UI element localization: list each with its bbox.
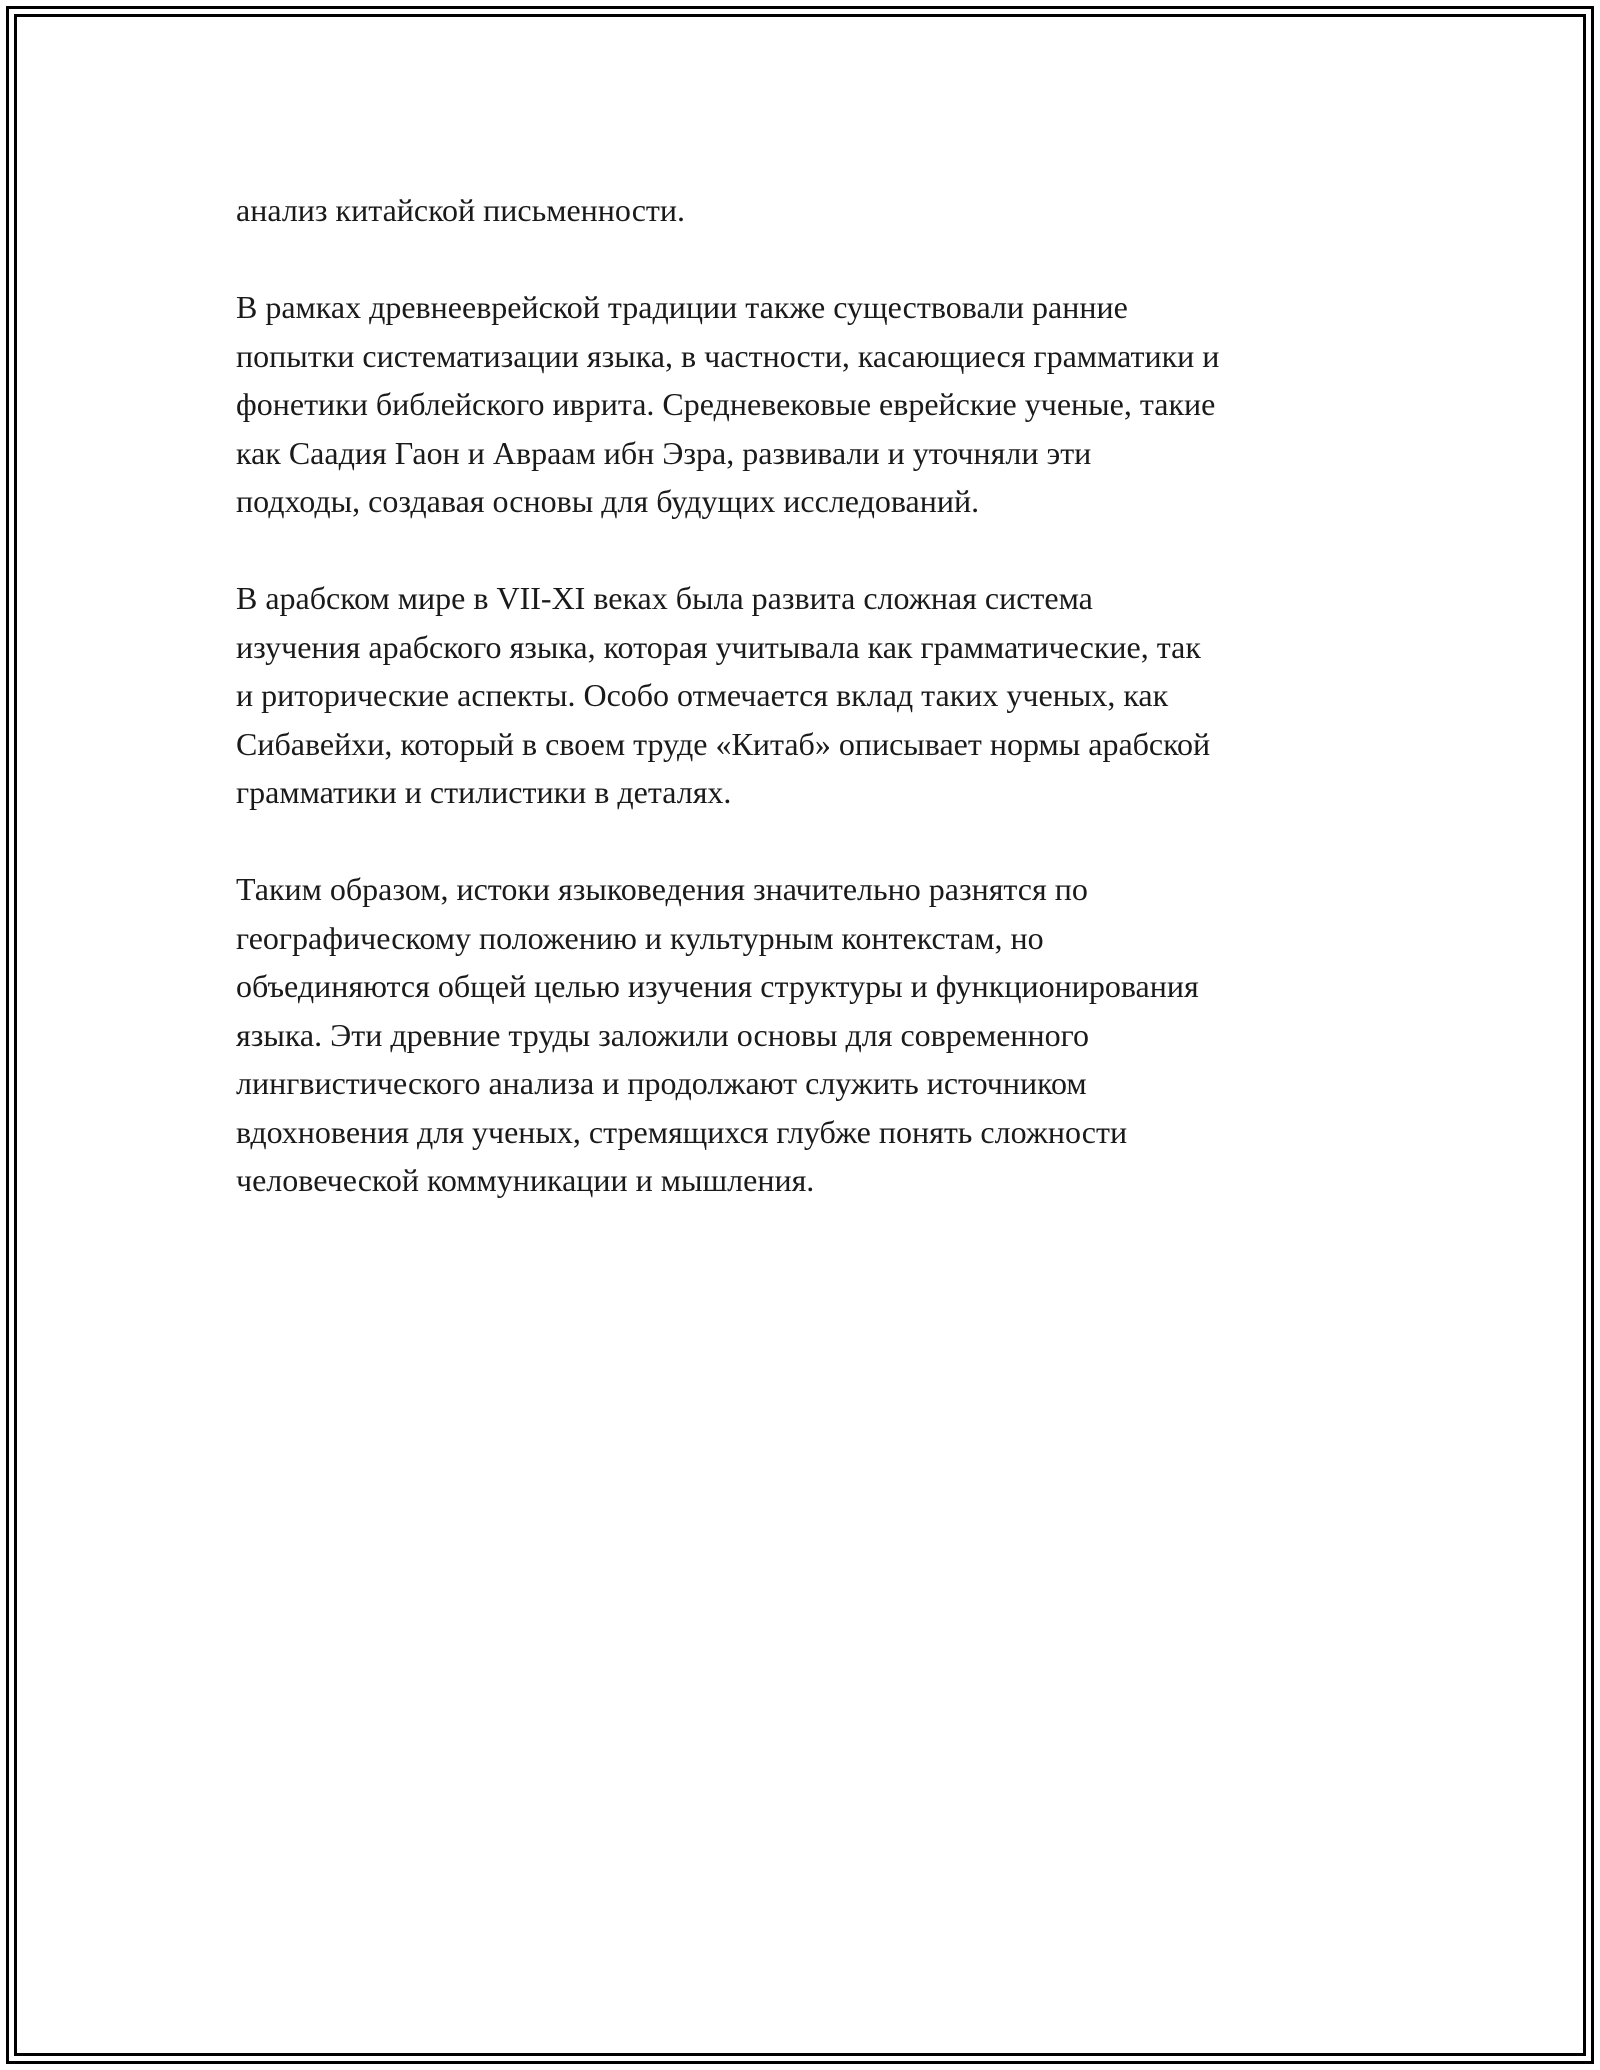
- text-line: объединяются общей целью изучения структуры и функционирования: [236, 968, 1199, 1004]
- text-line: Таким образом, истоки языковедения значительно разнятся по: [236, 871, 1088, 907]
- text-line: В рамках древнееврейской традиции также существовали ранние: [236, 289, 1128, 325]
- text-line: изучения арабского языка, которая учитывала как грамматические, так: [236, 628, 1201, 665]
- paragraph: [236, 283, 1366, 526]
- text-line: как Саадия Гаон и Авраам ибн Эзра, развивали и уточняли эти: [236, 434, 1092, 471]
- text-line: фонетики библейского иврита. Средневековые еврейские ученые, такие: [236, 386, 1216, 422]
- text-line: географическому положению и культурным контекстам, но: [236, 919, 1044, 956]
- text-line: языка. Эти древние труды заложили основы для современного: [236, 1016, 1089, 1053]
- text-line: Сибавейхи, который в своем труде «Китаб» описывает нормы арабской: [236, 725, 1211, 762]
- text-line: анализ китайской письменности.: [236, 192, 686, 228]
- paragraph: [236, 574, 1366, 817]
- paragraph: [236, 865, 1366, 1205]
- text-line: попытки систематизации языка, в частности, касающиеся грамматики и: [236, 337, 1220, 374]
- document-body: [236, 186, 1366, 1253]
- text-line: вдохновения для ученых, стремящихся глубже понять сложности: [236, 1113, 1128, 1150]
- text-line: и риторические аспекты. Особо отмечается вклад таких ученых, как: [236, 677, 1169, 713]
- text-line: В арабском мире в VII-XI веках была развита сложная система: [236, 580, 1093, 616]
- text-line: грамматики и стилистики в деталях.: [236, 774, 732, 810]
- text-line: лингвистического анализа и продолжают служить источником: [236, 1065, 1087, 1101]
- paragraph: [236, 186, 1366, 235]
- text-line: подходы, создавая основы для будущих исследований.: [236, 483, 980, 519]
- text-line: человеческой коммуникации и мышления.: [236, 1162, 815, 1198]
